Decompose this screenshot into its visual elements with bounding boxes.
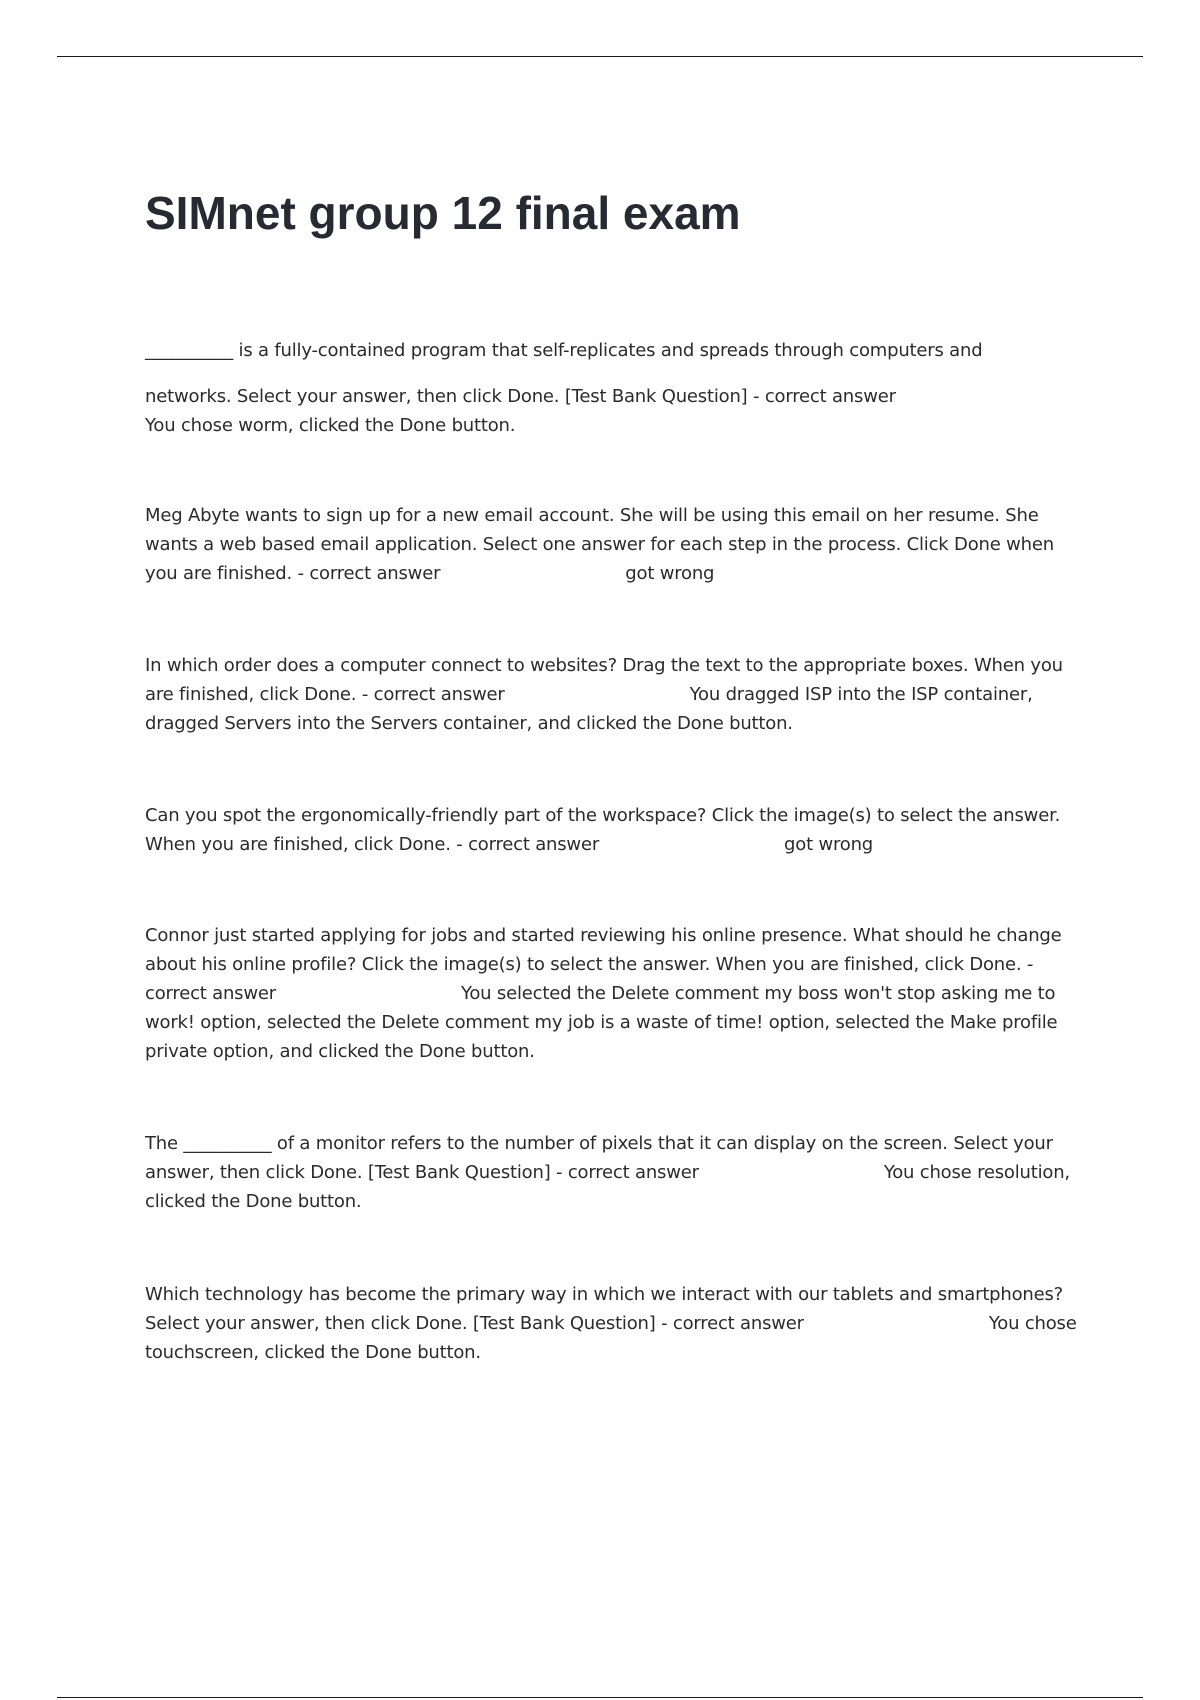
answer-text: You chose worm, clicked the Done button. — [145, 415, 516, 436]
question-text: Connor just started applying for jobs and started reviewing his online presence. What should he change about his online profile? Click the image(s) to select the answer. When you are finished, click Done. - correct answer — [145, 925, 1062, 1004]
qa-item-1 — [145, 336, 1090, 440]
qa-item-2 — [145, 501, 1090, 588]
qa-item-3 — [145, 651, 1090, 738]
page-title: SIMnet group 12 final exam — [145, 187, 741, 239]
qa-item-7 — [145, 1280, 1090, 1367]
question-text: In which order does a computer connect to websites? Drag the text to the appropriate boxes. When you are finished, click Done. - correct answer — [145, 655, 1063, 705]
footer-rule — [57, 1697, 1143, 1698]
question-text-continued: networks. Select your answer, then click Done. [Test Bank Question] - correct answer — [145, 386, 896, 407]
question-text: Can you spot the ergonomically-friendly part of the workspace? Click the image(s) to select the answer. When you are finished, click Done. - correct answer — [145, 805, 1061, 855]
question-text: __________ is a fully-contained program that self-replicates and spreads through computers and — [145, 340, 983, 361]
question-text: Which technology has become the primary way in which we interact with our tablets and smartphones? Select your answer, then click Done. [Test Bank Question] - correct answer — [145, 1284, 1064, 1334]
answer-text: got wrong — [784, 834, 874, 855]
answer-text: You chose touchscreen, clicked the Done button. — [145, 1313, 1077, 1363]
answer-text: You dragged ISP into the ISP container, dragged Servers into the Servers container, and clicked the Done button. — [145, 684, 1033, 734]
question-text: The __________ of a monitor refers to the number of pixels that it can display on the screen. Select your answer, then click Done. [Test Bank Question] - correct answer — [145, 1133, 1053, 1183]
answer-text: You chose resolution, clicked the Done button. — [145, 1162, 1070, 1212]
question-text: Meg Abyte wants to sign up for a new email account. She will be using this email on her resume. She wants a web based email application. Select one answer for each step in the process. Click Done when you are finished. - correct answer — [145, 505, 1054, 584]
header-rule — [57, 56, 1143, 57]
answer-text: You selected the Delete comment my boss won't stop asking me to work! option, selected the Delete comment my job is a waste of time! option, selected the Make profile private option, and clicked the Done button. — [145, 983, 1058, 1062]
qa-item-6 — [145, 1129, 1090, 1216]
answer-text: got wrong — [625, 563, 715, 584]
qa-item-4 — [145, 801, 1090, 859]
qa-item-5 — [145, 921, 1090, 1066]
